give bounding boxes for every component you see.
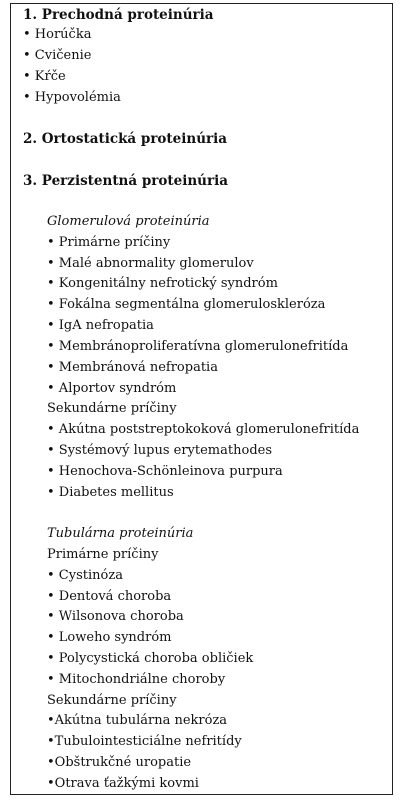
list-item: • Diabetes mellitus [47,485,174,500]
proteinuria-classification-box [10,3,393,795]
list-item: • Cvičenie [23,48,92,63]
list-item: • Polycystická choroba obličiek [47,651,254,666]
list-item: • Cystinóza [47,568,123,583]
list-item: • Membránoproliferatívna glomerulonefritída [47,339,349,354]
primary-causes-label: Primárne príčiny [47,547,159,562]
list-item: •Otrava ťažkými kovmi [47,776,199,791]
list-item: • Horúčka [23,27,92,42]
secondary-causes-label: Sekundárne príčiny [47,693,177,708]
list-item: •Obštrukčné uropatie [47,755,192,770]
section-heading: 3. Perzistentná proteinúria [23,173,228,189]
list-item: • Dentová choroba [47,589,172,604]
subsection-title: Tubulárna proteinúria [47,526,194,541]
secondary-causes-label: Sekundárne príčiny [47,401,177,416]
list-item: •Tubulointesticiálne nefritídy [47,734,242,749]
list-item: • Kongenitálny nefrotický syndróm [47,276,278,291]
list-item: • Fokálna segmentálna glomeruloskleróza [47,297,326,312]
list-item: • Akútna poststreptokoková glomerulonefritída [47,422,360,437]
list-item: • Henochova-Schönleinova purpura [47,464,283,479]
list-item: • Membránová nefropatia [47,360,218,375]
list-item: • Primárne príčiny [47,235,171,250]
list-item: • Mitochondriálne choroby [47,672,226,687]
list-item: • Systémový lupus erytemathodes [47,443,272,458]
list-item: • Malé abnormality glomerulov [47,256,254,271]
list-item: • Kŕče [23,69,66,84]
list-item: • Wilsonova choroba [47,609,184,624]
list-item: • IgA nefropatia [47,318,154,333]
list-item: • Loweho syndróm [47,630,172,645]
section-heading: 2. Ortostatická proteinúria [23,131,228,147]
section-heading: 1. Prechodná proteinúria [23,7,214,23]
subsection-title: Glomerulová proteinúria [47,214,210,229]
list-item: • Alportov syndróm [47,381,177,396]
list-item: •Akútna tubulárna nekróza [47,713,228,728]
list-item: • Hypovolémia [23,90,121,105]
